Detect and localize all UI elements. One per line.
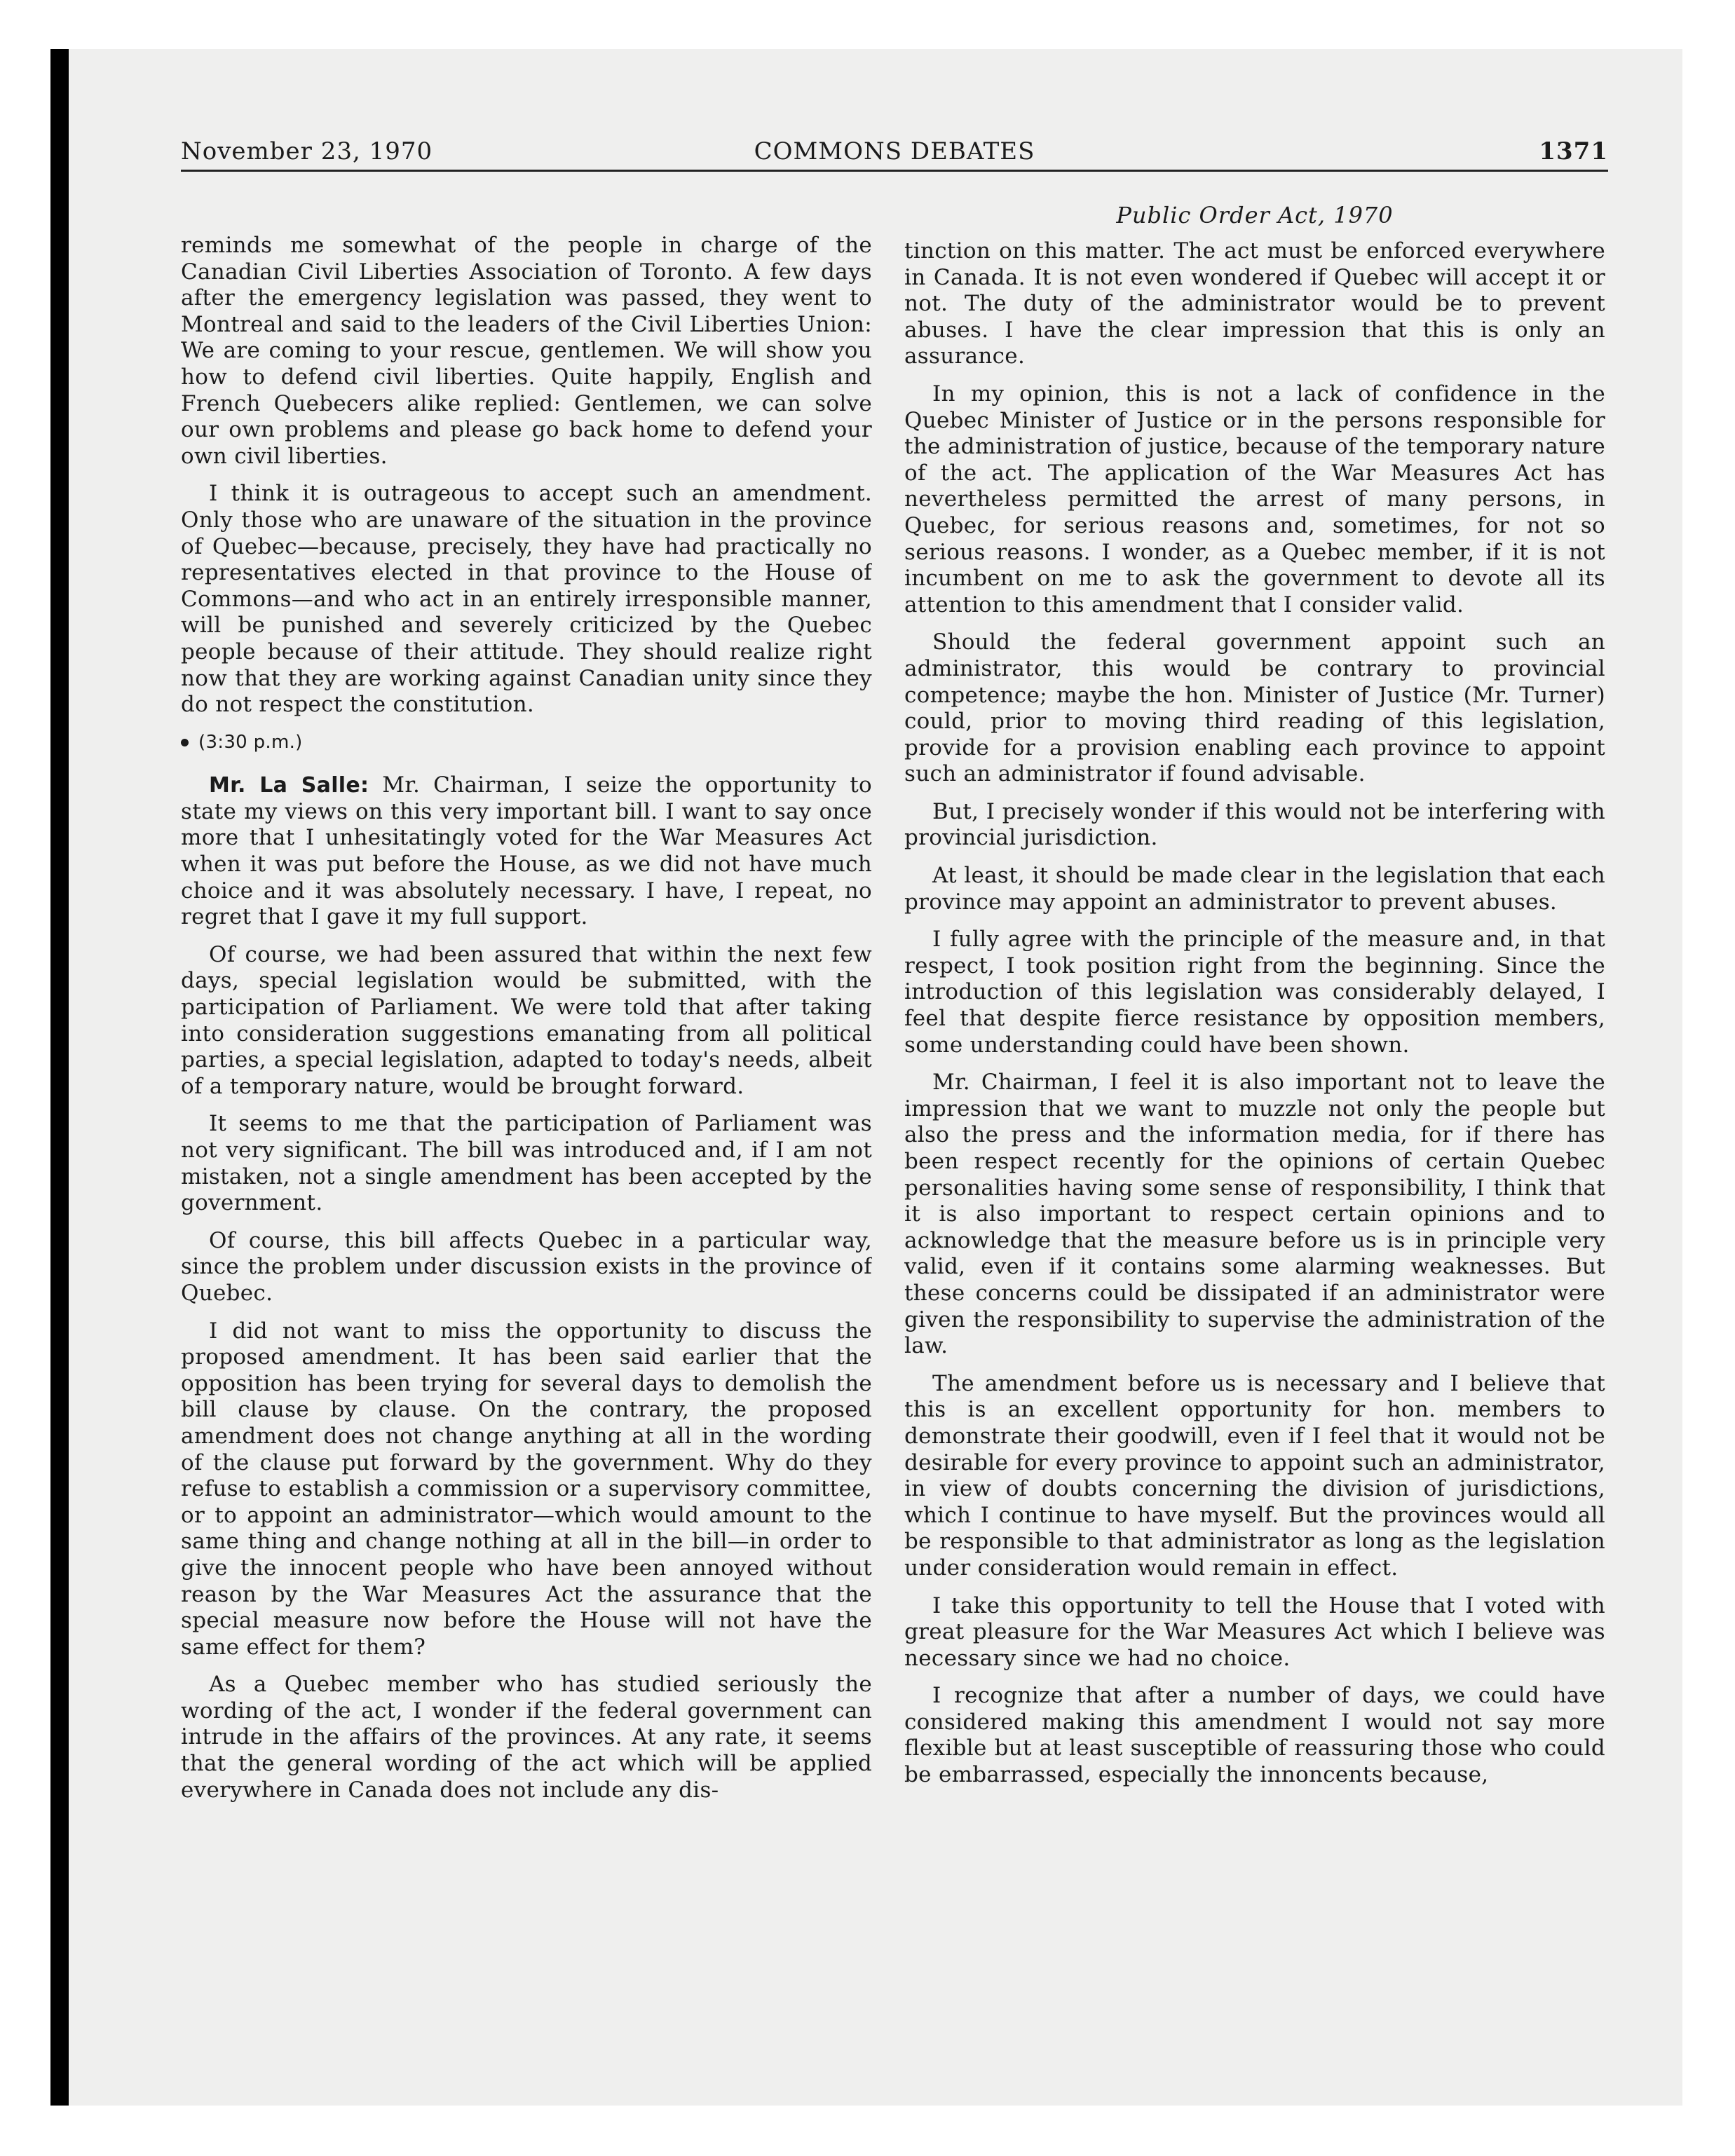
paragraph: But, I precisely wonder if this would not be interfering with provincial jurisdiction. [904,798,1605,851]
speaker-text: Mr. Chairman, I seize the opportunity to state my views on this very important bill. I want to say once more that I unhesitatingly voted for the War Measures Act when it was put before the House, as we did not have much choice and it was absolutely necessary. I have, I repeat, no regret that I gave it my full support. [181,772,872,930]
publication-title: COMMONS DEBATES [754,137,1035,165]
paragraph: Mr. Chairman, I feel it is also important not to leave the impression that we want to muzzle not only the people but also the press and the information media, for if there has been respect recently for the opinions of certain Quebec personalities having some sense of responsibility, I think that it is also important to respect certain opinions and to acknowledge that the measure before us is in principle very valid, even if it contains some alarming weaknesses. But these concerns could be dissipated if an administrator were given the responsibility to supervise the administration of the law. [904,1070,1605,1359]
paragraph: tinction on this matter. The act must be enforced everywhere in Canada. It is not even wondered if Quebec will accept it or not. The duty of the administrator would be to prevent abuses. I have the clear impression that this is only an assurance. [904,238,1605,369]
paragraph: Of course, this bill affects Quebec in a particular way, since the problem under discussion exists in the province of Quebec. [181,1227,872,1306]
paragraph: I did not want to miss the opportunity to discuss the proposed amendment. It has been said earlier that the opposition has been trying for several days to demolish the bill clause by clause. On the contrary, the proposed amendment does not change anything at all in the wording of the clause put forward by the government. Why do they refuse to establish a commission or a supervisory committee, or to appoint an administrator—which would amount to the same thing and change nothing at all in the bill—in order to give the innocent people who have been annoyed without reason by the War Measures Act the assurance that the special measure now before the House will not have the same effect for them? [181,1318,872,1660]
right-column [904,238,1605,1871]
section-title: Public Order Act, 1970 [1116,202,1394,228]
paragraph: I think it is outrageous to accept such an amendment. Only those who are unaware of the situation in the province of Quebec—because, precisely, they have had practically no representatives elected in that province to the House of Commons—and who act in an entirely irresponsible manner, will be punished and severely criticized by the Quebec people because of their attitude. They should realize right now that they are working against Canadian unity since they do not respect the constitution. [181,481,872,718]
time-stamp-text: (3:30 p.m.) [198,731,303,753]
paragraph: I fully agree with the principle of the measure and, in that respect, I took position right from the beginning. Since the introduction of this legislation was considerably delayed, I feel that despite fierce resistance by opposition members, some understanding could have been shown. [904,927,1605,1058]
paragraph: Of course, we had been assured that within the next few days, special legislation would be submitted, with the participation of Parliament. We were told that after taking into consideration suggestions emanating from all political parties, a special legislation, adapted to today's needs, albeit of a temporary nature, would be brought forward. [181,941,872,1099]
paragraph: The amendment before us is necessary and I believe that this is an excellent opportunity for hon. members to demonstrate their goodwill, even if I feel that it would not be desirable for every province to appoint such an administrator, in view of doubts concerning the division of jurisdictions, which I continue to have myself. But the provinces would all be responsible to that administrator as long as the legislation under consideration would remain in effect. [904,1370,1605,1581]
running-header [181,135,1608,172]
page-number: 1371 [1539,137,1608,165]
paragraph: As a Quebec member who has studied seriously the wording of the act, I wonder if the federal government can intrude in the affairs of the provinces. At any rate, it seems that the general wording of the act which will be applied everywhere in Canada does not include any dis- [181,1672,872,1803]
paragraph: I take this opportunity to tell the House that I voted with great pleasure for the War Measures Act which I believe was necessary since we had no choice. [904,1592,1605,1671]
speaker-paragraph [181,772,872,931]
left-column [181,233,872,1873]
paragraph: It seems to me that the participation of Parliament was not very significant. The bill was introduced and, if I am not mistaken, not a single amendment has been accepted by the government. [181,1111,872,1216]
speaker-name: Mr. La Salle: [209,773,369,798]
paragraph: In my opinion, this is not a lack of confidence in the Quebec Minister of Justice or in the persons responsible for the administration of justice, because of the temporary nature of the act. The application of the War Measures Act has nevertheless permitted the arrest of many persons, in Quebec, for serious reasons and, sometimes, for not so serious reasons. I wonder, as a Quebec member, if it is not incumbent on me to ask the government to devote all its attention to this amendment that I consider valid. [904,381,1605,618]
paragraph: Should the federal government appoint such an administrator, this would be contrary to provincial competence; maybe the hon. Minister of Justice (Mr. Turner) could, prior to moving third reading of this legislation, provide for a provision enabling each province to appoint such an administrator if found advisable. [904,629,1605,787]
header-date: November 23, 1970 [181,137,433,165]
page-binding-edge [50,49,69,2106]
time-stamp [181,730,872,756]
bullet-icon [181,739,189,746]
paragraph: At least, it should be made clear in the legislation that each province may appoint an administrator to prevent abuses. [904,863,1605,915]
paragraph: reminds me somewhat of the people in charge of the Canadian Civil Liberties Association of Toronto. A few days after the emergency legislation was passed, they went to Montreal and said to the leaders of the Civil Liberties Union: We are coming to your rescue, gentlemen. We will show you how to defend civil liberties. Quite happily, English and French Quebecers alike replied: Gentlemen, we can solve our own problems and please go back home to defend your own civil liberties. [181,233,872,469]
paragraph: I recognize that after a number of days, we could have considered making this amendment I would not say more flexible but at least susceptible of reassuring those who could be embarrassed, especially the innoncents because, [904,1683,1605,1788]
